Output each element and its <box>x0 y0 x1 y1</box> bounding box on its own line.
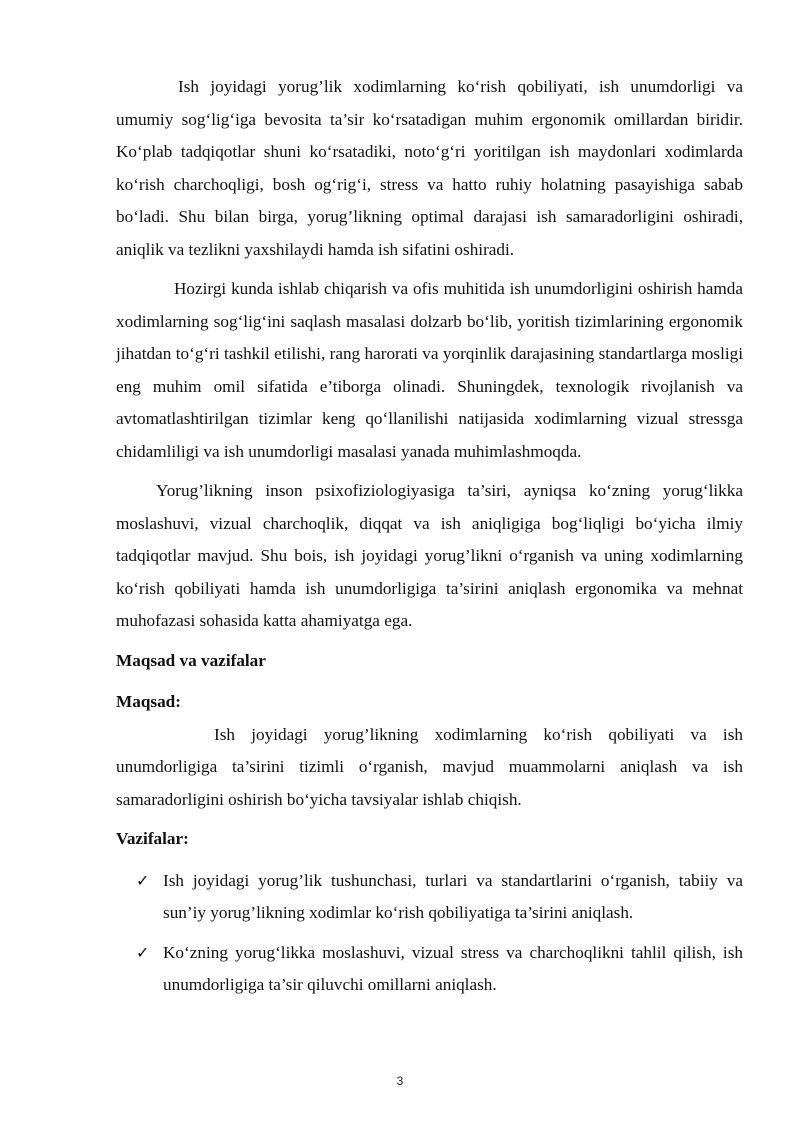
tasks-label: Vazifalar: <box>116 829 189 848</box>
check-mark-icon: ✓ <box>136 942 150 962</box>
paragraph-intro: Ish joyidagi yorug’lik xodimlarning ko‘rish qobiliyati, ish unumdorligi va umumiy sog‘lig‘iga bevosita ta’sir ko‘rsatadigan muhim ergonomik omillardan biridir. Ko‘plab tadqiqotlar shuni ko‘rsatadiki, noto‘g‘ri yoritilgan ish maydonlari xodimlarda ko‘rish charchoqligi, bosh og‘rig‘i, stress va hatto ruhiy holatning pasayishiga sabab bo‘ladi. Shu bilan birga, yorug’likning optimal darajasi ish samaradorligini oshiradi, aniqlik va tezlikni yaxshilaydi hamda ish sifatini oshiradi. <box>116 77 743 259</box>
list-item <box>116 865 743 930</box>
goal-text: Ish joyidagi yorug’likning xodimlarning ko‘rish qobiliyati va ish unumdorligiga ta’sirini tizimli o‘rganish, mavjud muammolarni aniqlash va ish samaradorligini oshirish bo‘yicha tavsiyalar ishlab chiqish. <box>116 724 743 809</box>
page-number: 3 <box>396 1074 404 1088</box>
list-item <box>116 937 743 1002</box>
goal-label: Maqsad: <box>116 692 181 711</box>
task-text: Ish joyidagi yorug’lik tushunchasi, turlari va standartlarini o‘rganish, tabiiy va sun’iy yorug’likning xodimlar ko‘rish qobiliyatiga ta’sirini aniqlash. <box>163 870 743 922</box>
paragraph-relevance: Hozirgi kunda ishlab chiqarish va ofis muhitida ish unumdorligini oshirish hamda xodimlarning sog‘lig‘ini saqlash masalasi dolzarb bo‘lib, yoritish tizimlarining ergonomik jihatdan to‘g‘ri tashkil etilishi, rang harorati va yorqinlik darajasining standartlarga mosligi eng muhim omil sifatida e’tiborga olinadi. Shuningdek, texnologik rivojlanish va avtomatlashtirilgan tizimlar keng qo‘llanilishi natijasida xodimlarning vizual stressga chidamliligi va ish unumdorligi masalasi yanada muhimlashmoqda. <box>116 279 743 461</box>
tasks-list <box>116 865 743 1002</box>
section-heading: Maqsad va vazifalar <box>116 650 266 670</box>
task-text: Ko‘zning yorug‘likka moslashuvi, vizual stress va charchoqlikni tahlil qilish, ish unumdorligiga ta’sir qiluvchi omillarni aniqlash. <box>163 942 743 994</box>
check-mark-icon: ✓ <box>136 870 150 890</box>
paragraph-research: Yorug’likning inson psixofiziologiyasiga ta’siri, ayniqsa ko‘zning yorug‘likka moslashuvi, vizual charchoqlik, diqqat va ish aniqligiga bog‘liqligi bo‘yicha ilmiy tadqiqotlar mavjud. Shu bois, ish joyidagi yorug’likni o‘rganish va uning xodimlarning ko‘rish qobiliyati hamda ish unumdorligiga ta’sirini aniqlash ergonomika va mehnat muhofazasi sohasida katta ahamiyatga ega. <box>116 481 743 630</box>
page-content <box>116 71 743 1009</box>
